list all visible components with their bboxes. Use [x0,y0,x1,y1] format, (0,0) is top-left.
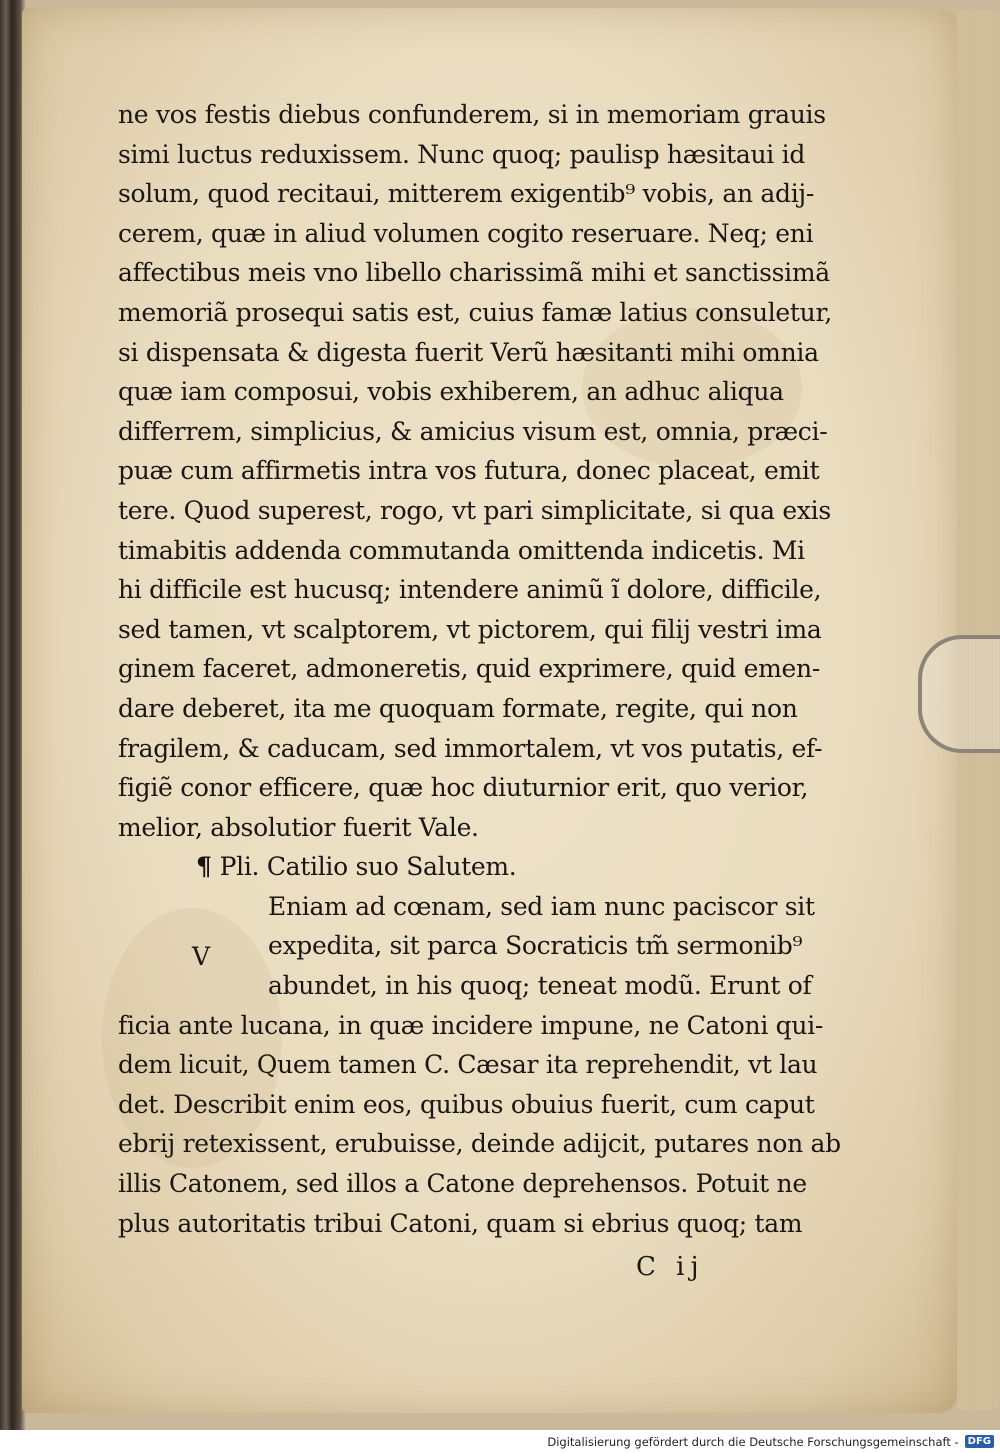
footer-text: Digitalisierung gefördert durch die Deutsche Forschungsgemeinschaft - [547,1434,959,1449]
text-line: sed tamen, vt scalptorem, vt pictorem, qui filij vestri ima [118,614,822,644]
text-line: expedita, sit parca Socraticis tm̃ sermonib⁹ [268,931,803,961]
pilcrow-icon: ¶ [196,852,212,882]
footer-bar [0,1430,1000,1453]
text-line: quæ iam composui, vobis exhiberem, an adhuc aliqua [118,377,784,407]
text-line: puæ cum affirmetis intra vos futura, donec placeat, emit [118,456,820,486]
text-line: solum, quod recitaui, mitterem exigentib⁹ vobis, an adij- [118,179,815,209]
page-clip [918,635,1000,753]
page-text [118,95,841,1243]
text-line: simi luctus reduxissem. Nunc quoq; paulisp hæsitaui id [118,139,806,169]
text-line: affectibus meis vno libello charissimã mihi et sanctissimã [118,258,830,288]
text-line: illis Catonem, sed illos a Catone deprehensos. Potuit ne [118,1169,807,1199]
text-line: dem licuit, Quem tamen C. Cæsar ita reprehendit, vt lau [118,1050,818,1080]
text-line: dare deberet, ita me quoquam formate, regite, qui non [118,693,798,723]
text-line: figiẽ conor efficere, quæ hoc diuturnior erit, quo verior, [118,773,809,803]
text-line: plus autoritatis tribui Catoni, quam si ebrius quoq; tam [118,1208,803,1238]
text-line: ginem faceret, admoneretis, quid exprimere, quid emen- [118,654,820,684]
text-line: si dispensata & digesta fuerit Verũ hæsitanti mihi omnia [118,337,819,367]
text-line: det. Describit enim eos, quibus obuius fuerit, cum caput [118,1089,815,1119]
dfg-logo-icon: DFG [965,1435,994,1448]
text-line: ficia ante lucana, in quæ incidere impune, ne Catoni qui- [118,1010,824,1040]
text-line: Eniam ad cœnam, sed iam nunc paciscor sit [268,891,815,921]
letter-heading [118,847,778,887]
text-line: fragilem, & caducam, sed immortalem, vt vos putatis, ef- [118,733,823,763]
signature-mark: C ij [636,1252,705,1282]
marginal-guide-letter: V [192,942,211,971]
text-line: timabitis addenda commutanda omittenda indicetis. Mi [118,535,805,565]
heading-text: Pli. Catilio suo Salutem. [219,852,517,882]
text-line: ebrij retexissent, erubuisse, deinde adijcit, putares non ab [118,1129,841,1159]
text-line: hi difficile est hucusq; intendere animũ ĩ dolore, difficile, [118,575,822,605]
text-line: memoriã prosequi satis est, cuius famæ latius consuletur, [118,297,833,327]
text-line: differrem, simplicius, & amicius visum est, omnia, præci- [118,416,828,446]
text-line: abundet, in his quoq; teneat modũ. Erunt of [268,971,812,1001]
text-line: cerem, quæ in aliud volumen cogito reseruare. Neq; eni [118,218,814,248]
text-line: melior, absolutior fuerit Vale. [118,812,479,842]
text-line: tere. Quod superest, rogo, vt pari simplicitate, si qua exis [118,495,831,525]
text-line: ne vos festis diebus confunderem, si in memoriam grauis [118,100,826,129]
